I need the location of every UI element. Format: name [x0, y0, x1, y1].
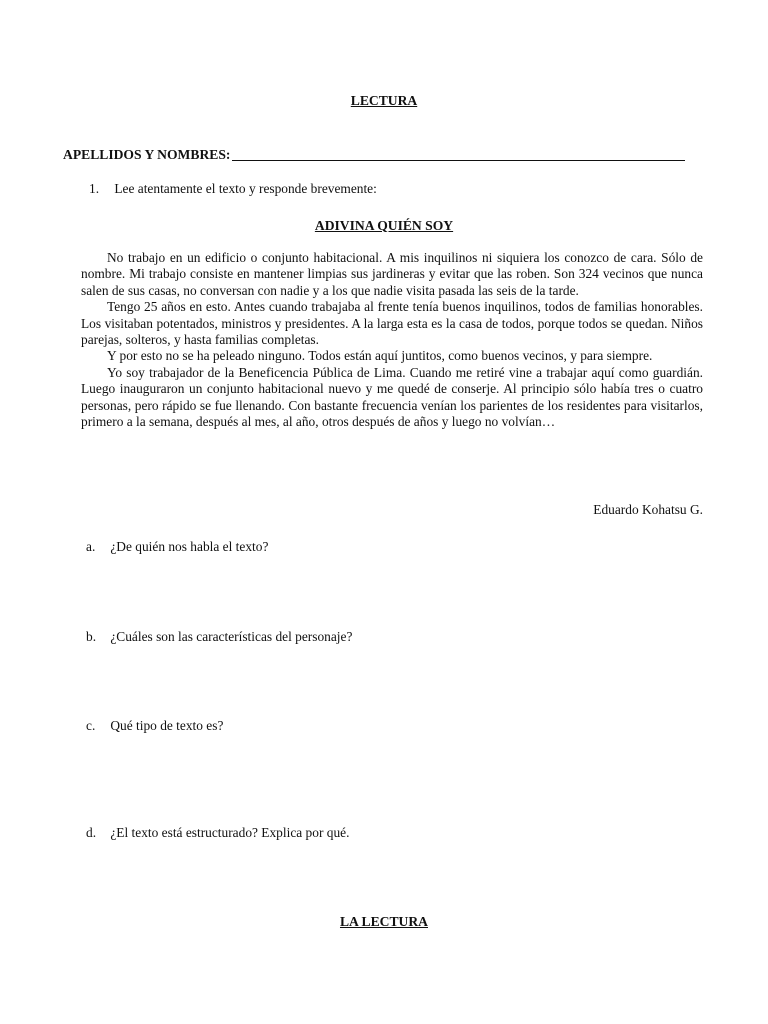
instruction-number: 1. [89, 181, 100, 196]
name-blank-underline [232, 146, 685, 161]
question-d [86, 825, 349, 841]
paragraph: Yo soy trabajador de la Beneficencia Pública de Lima. Cuando me retiré vine a trabajar aquí como guardián. Luego inauguraron un conjunto habitacional nuevo y me quedé de conserje. Al principio sólo había tres o cuatro personas, pero rápido se fue llenando. Con bastante frecuencia venían los parientes de los residentes para visitarlos, primero a la semana, después al mes, al año, otros después de años y luego no volvían… [81, 364, 703, 430]
question-letter: b. [86, 629, 97, 644]
question-c [86, 718, 223, 734]
question-letter: d. [86, 825, 97, 840]
paragraph: Y por esto no se ha peleado ninguno. Todos están aquí juntitos, como buenos vecinos, y para siempre. [107, 348, 653, 364]
question-letter: a. [86, 539, 96, 554]
question-text: ¿De quién nos habla el texto? [110, 539, 269, 554]
question-a [86, 539, 268, 555]
reading-body [81, 250, 703, 430]
question-letter: c. [86, 718, 96, 733]
question-text: Qué tipo de texto es? [110, 718, 224, 733]
question-b [86, 629, 352, 645]
name-label: APELLIDOS Y NOMBRES: [63, 147, 231, 162]
instruction [89, 181, 377, 197]
name-field-line [63, 146, 685, 163]
instruction-text: Lee atentamente el texto y responde brevemente: [114, 181, 377, 196]
author-signature: Eduardo Kohatsu G. [593, 502, 703, 517]
reading-title: ADIVINA QUIÉN SOY [314, 218, 454, 233]
question-text: ¿Cuáles son las características del personaje? [110, 629, 353, 644]
page-title: LECTURA [350, 93, 418, 108]
footer-title: LA LECTURA [339, 914, 428, 929]
paragraph: Tengo 25 años en esto. Antes cuando trabajaba al frente tenía buenos inquilinos, todos de familias honorables. Los visitaban potentados, ministros y presidentes. A la larga esta es la casa de todos, porque todos se quedan. Niños parejas, solteros, y hasta familias completas. [81, 299, 703, 348]
paragraph: No trabajo en un edificio o conjunto habitacional. A mis inquilinos ni siquiera los conozco de cara. Sólo de nombre. Mi trabajo consiste en mantener limpias sus jardineras y evitar que las roben. Son 324 vecinos que nunca salen de sus casas, no conversan con nadie y a los que nadie visita pasada las seis de la tarde. [81, 250, 703, 298]
question-text: ¿El texto está estructurado? Explica por qué. [110, 825, 350, 840]
